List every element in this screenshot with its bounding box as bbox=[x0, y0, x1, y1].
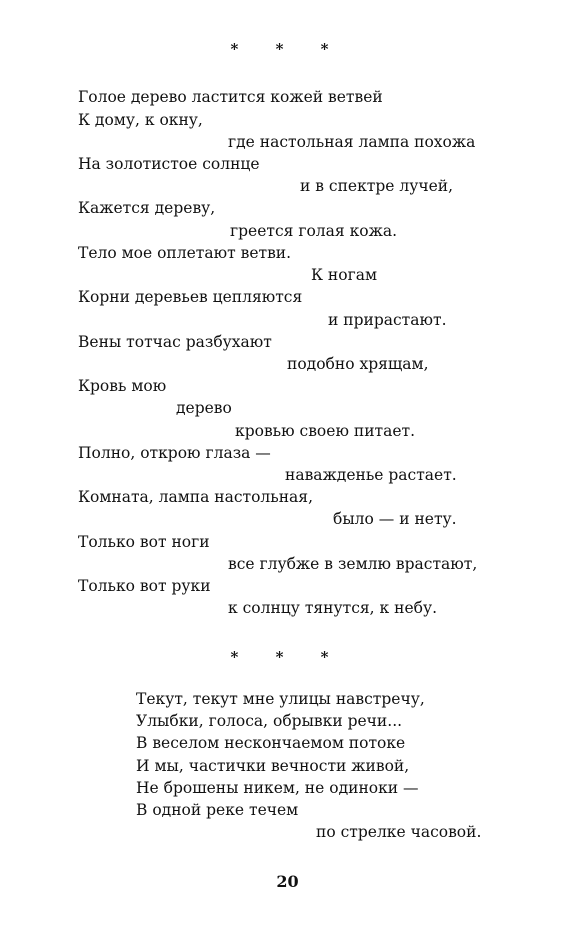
poem-line: где настольная лампа похожа bbox=[228, 133, 476, 151]
poem-line: В веселом нескончаемом потоке bbox=[136, 734, 406, 752]
poem-line: Комната, лампа настольная, bbox=[78, 488, 313, 506]
poem-line: Только вот ноги bbox=[78, 533, 210, 551]
poem-line: Кровь мою bbox=[78, 377, 167, 395]
poem-line: подобно хрящам, bbox=[287, 355, 429, 373]
poem-line: Полно, открою глаза — bbox=[78, 444, 271, 462]
poem-line: греется голая кожа. bbox=[230, 222, 398, 240]
poem-line: все глубже в землю врастают, bbox=[228, 555, 478, 573]
poem-line: и в спектре лучей, bbox=[300, 177, 454, 195]
poem-line: и прирастают. bbox=[328, 311, 447, 329]
section-separator: * * * bbox=[230, 40, 345, 58]
poem-line: по стрелке часовой. bbox=[316, 823, 482, 841]
poem-line: На золотистое солнце bbox=[78, 155, 260, 173]
poem-line: В одной реке течем bbox=[136, 801, 299, 819]
poem-line: Не брошены никем, не одиноки — bbox=[136, 779, 419, 797]
poem-line: Кажется дереву, bbox=[78, 199, 216, 217]
poem-line: Вены тотчас разбухают bbox=[78, 333, 272, 351]
poem-line: кровью своею питает. bbox=[235, 422, 416, 440]
page-number: 20 bbox=[276, 872, 299, 891]
poem-line: К ногам bbox=[311, 266, 378, 284]
section-separator: * * * bbox=[230, 648, 345, 666]
poem-line: Текут, текут мне улицы навстречу, bbox=[136, 690, 425, 708]
poem-line: дерево bbox=[176, 399, 232, 417]
poem-line: К дому, к окну, bbox=[78, 111, 203, 129]
poem-line: Только вот руки bbox=[78, 577, 211, 595]
poem-line: было — и нету. bbox=[333, 510, 457, 528]
poem-line: Голое дерево ластится кожей ветвей bbox=[78, 88, 383, 106]
poem-line: Тело мое оплетают ветви. bbox=[78, 244, 292, 262]
poem-line: И мы, частички вечности живой, bbox=[136, 757, 410, 775]
poem-line: наважденье растает. bbox=[285, 466, 457, 484]
poem-line: к солнцу тянутся, к небу. bbox=[228, 599, 438, 617]
poem-line: Корни деревьев цепляются bbox=[78, 288, 303, 306]
poem-line: Улыбки, голоса, обрывки речи... bbox=[136, 712, 403, 730]
